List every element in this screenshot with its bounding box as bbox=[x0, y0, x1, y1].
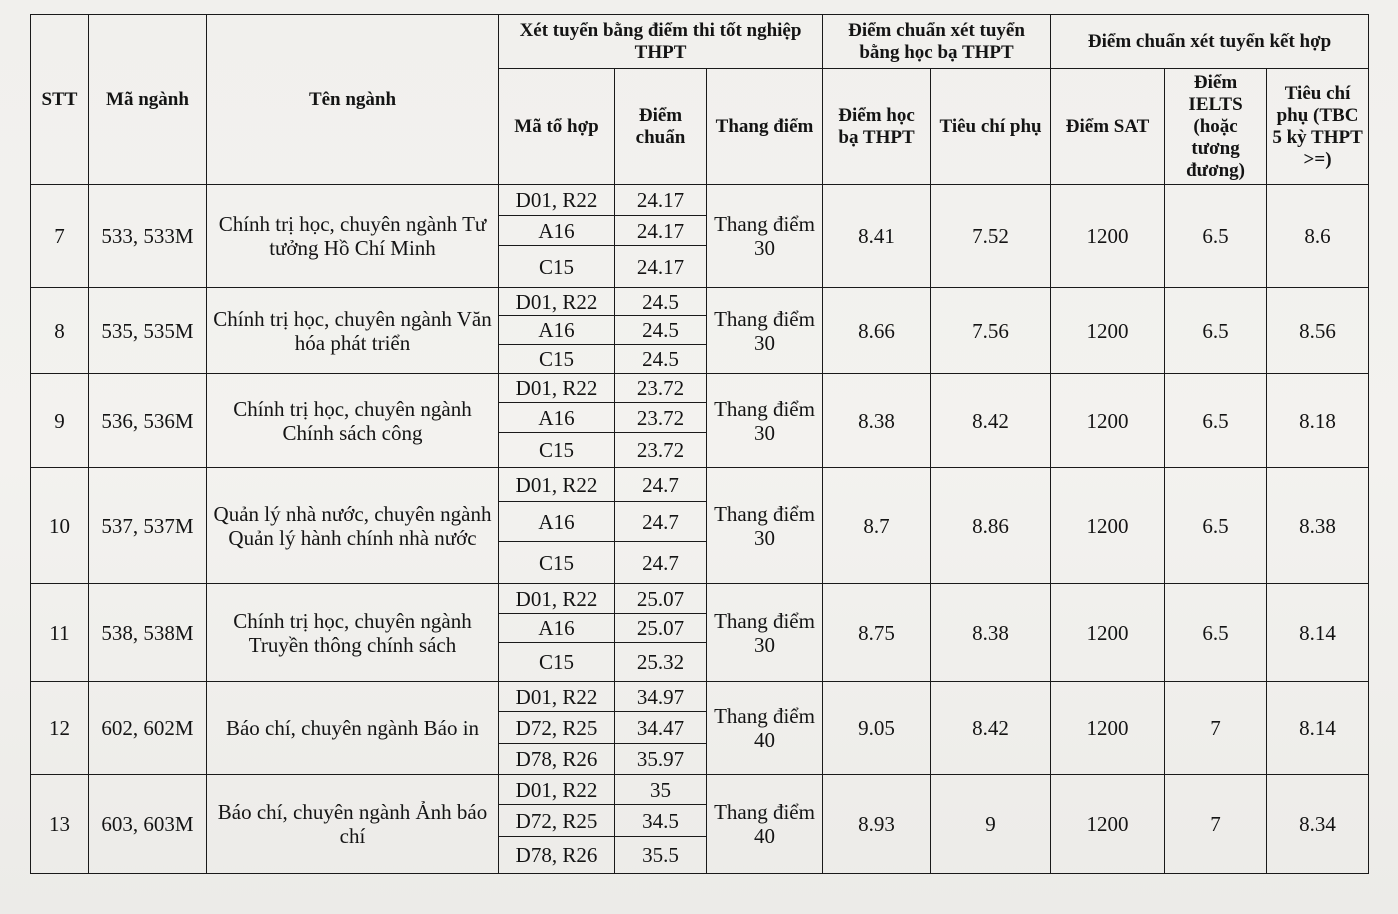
ma-to-hop-cell: A16 bbox=[499, 316, 615, 345]
thang-diem-cell: Thang điểm 40 bbox=[707, 682, 823, 775]
thang-diem-cell: Thang điểm 40 bbox=[707, 775, 823, 874]
ten-nganh-cell: Chính trị học, chuyên ngành Truyền thông chính sách bbox=[207, 584, 499, 682]
header-group-hoc-ba: Điểm chuẩn xét tuyển bằng học bạ THPT bbox=[823, 15, 1051, 69]
tieu-chi-phu-cell: 8.42 bbox=[931, 682, 1051, 775]
diem-ielts-cell: 6.5 bbox=[1165, 468, 1267, 584]
diem-ielts-cell: 6.5 bbox=[1165, 185, 1267, 288]
ma-to-hop-cell: D72, R25 bbox=[499, 712, 615, 744]
header-diem-chuan: Điểm chuẩn bbox=[615, 69, 707, 185]
table-row bbox=[31, 682, 1369, 712]
tieu-chi-phu-tbc-cell: 8.14 bbox=[1267, 682, 1369, 775]
ma-to-hop-cell: C15 bbox=[499, 643, 615, 682]
tieu-chi-phu-cell: 9 bbox=[931, 775, 1051, 874]
ma-to-hop-cell: D78, R26 bbox=[499, 744, 615, 775]
ma-to-hop-cell: D72, R25 bbox=[499, 805, 615, 837]
thang-diem-cell: Thang điểm 30 bbox=[707, 374, 823, 468]
diem-chuan-cell: 34.47 bbox=[615, 712, 707, 744]
tieu-chi-phu-cell: 7.52 bbox=[931, 185, 1051, 288]
ma-to-hop-cell: D01, R22 bbox=[499, 288, 615, 316]
diem-sat-cell: 1200 bbox=[1051, 682, 1165, 775]
stt-cell: 7 bbox=[31, 185, 89, 288]
diem-ielts-cell: 6.5 bbox=[1165, 584, 1267, 682]
table-body bbox=[31, 185, 1369, 874]
diem-sat-cell: 1200 bbox=[1051, 288, 1165, 374]
ten-nganh-cell: Chính trị học, chuyên ngành Tư tưởng Hồ Chí Minh bbox=[207, 185, 499, 288]
diem-sat-cell: 1200 bbox=[1051, 584, 1165, 682]
ten-nganh-cell: Chính trị học, chuyên ngành Văn hóa phát triển bbox=[207, 288, 499, 374]
ma-to-hop-cell: A16 bbox=[499, 614, 615, 643]
header-tieu-chi-phu: Tiêu chí phụ bbox=[931, 69, 1051, 185]
table-row bbox=[31, 584, 1369, 614]
diem-chuan-cell: 24.7 bbox=[615, 502, 707, 542]
ma-to-hop-cell: C15 bbox=[499, 433, 615, 468]
diem-ielts-cell: 7 bbox=[1165, 682, 1267, 775]
tieu-chi-phu-cell: 8.86 bbox=[931, 468, 1051, 584]
ma-nganh-cell: 538, 538M bbox=[89, 584, 207, 682]
tieu-chi-phu-cell: 8.38 bbox=[931, 584, 1051, 682]
ma-to-hop-cell: D01, R22 bbox=[499, 185, 615, 216]
diem-chuan-cell: 34.5 bbox=[615, 805, 707, 837]
ma-to-hop-cell: D01, R22 bbox=[499, 775, 615, 805]
tieu-chi-phu-cell: 7.56 bbox=[931, 288, 1051, 374]
diem-sat-cell: 1200 bbox=[1051, 374, 1165, 468]
diem-hoc-ba-cell: 8.7 bbox=[823, 468, 931, 584]
header-thang-diem: Thang điểm bbox=[707, 69, 823, 185]
ma-to-hop-cell: C15 bbox=[499, 542, 615, 584]
ma-to-hop-cell: C15 bbox=[499, 345, 615, 374]
ten-nganh-cell: Báo chí, chuyên ngành Ảnh báo chí bbox=[207, 775, 499, 874]
diem-chuan-cell: 34.97 bbox=[615, 682, 707, 712]
table-row bbox=[31, 288, 1369, 316]
tieu-chi-phu-tbc-cell: 8.38 bbox=[1267, 468, 1369, 584]
stt-cell: 12 bbox=[31, 682, 89, 775]
ma-nganh-cell: 603, 603M bbox=[89, 775, 207, 874]
tieu-chi-phu-tbc-cell: 8.34 bbox=[1267, 775, 1369, 874]
ma-nganh-cell: 602, 602M bbox=[89, 682, 207, 775]
header-tieu-chi-phu-tbc: Tiêu chí phụ (TBC 5 kỳ THPT >=) bbox=[1267, 69, 1369, 185]
header-diem-ielts: Điểm IELTS (hoặc tương đương) bbox=[1165, 69, 1267, 185]
diem-hoc-ba-cell: 8.75 bbox=[823, 584, 931, 682]
header-stt: STT bbox=[31, 15, 89, 185]
diem-chuan-cell: 25.07 bbox=[615, 614, 707, 643]
ma-to-hop-cell: D01, R22 bbox=[499, 682, 615, 712]
diem-chuan-cell: 24.5 bbox=[615, 288, 707, 316]
diem-ielts-cell: 6.5 bbox=[1165, 288, 1267, 374]
admission-score-table bbox=[30, 14, 1369, 874]
diem-hoc-ba-cell: 9.05 bbox=[823, 682, 931, 775]
stt-cell: 10 bbox=[31, 468, 89, 584]
header-group-thpt: Xét tuyển bằng điểm thi tốt nghiệp THPT bbox=[499, 15, 823, 69]
thang-diem-cell: Thang điểm 30 bbox=[707, 185, 823, 288]
header-group-ket-hop: Điểm chuẩn xét tuyển kết hợp bbox=[1051, 15, 1369, 69]
tieu-chi-phu-tbc-cell: 8.56 bbox=[1267, 288, 1369, 374]
header-ma-nganh: Mã ngành bbox=[89, 15, 207, 185]
diem-chuan-cell: 23.72 bbox=[615, 403, 707, 433]
ma-to-hop-cell: D01, R22 bbox=[499, 374, 615, 403]
diem-chuan-cell: 24.17 bbox=[615, 246, 707, 288]
stt-cell: 11 bbox=[31, 584, 89, 682]
ma-to-hop-cell: A16 bbox=[499, 403, 615, 433]
tieu-chi-phu-tbc-cell: 8.6 bbox=[1267, 185, 1369, 288]
tieu-chi-phu-tbc-cell: 8.14 bbox=[1267, 584, 1369, 682]
stt-cell: 8 bbox=[31, 288, 89, 374]
thang-diem-cell: Thang điểm 30 bbox=[707, 584, 823, 682]
ma-to-hop-cell: A16 bbox=[499, 216, 615, 246]
ma-to-hop-cell: C15 bbox=[499, 246, 615, 288]
ma-to-hop-cell: A16 bbox=[499, 502, 615, 542]
header-ten-nganh: Tên ngành bbox=[207, 15, 499, 185]
header-diem-hoc-ba: Điểm học bạ THPT bbox=[823, 69, 931, 185]
header-ma-to-hop: Mã tổ hợp bbox=[499, 69, 615, 185]
diem-hoc-ba-cell: 8.38 bbox=[823, 374, 931, 468]
diem-chuan-cell: 35.97 bbox=[615, 744, 707, 775]
ma-nganh-cell: 535, 535M bbox=[89, 288, 207, 374]
diem-hoc-ba-cell: 8.66 bbox=[823, 288, 931, 374]
tieu-chi-phu-tbc-cell: 8.18 bbox=[1267, 374, 1369, 468]
ma-to-hop-cell: D01, R22 bbox=[499, 584, 615, 614]
diem-chuan-cell: 25.32 bbox=[615, 643, 707, 682]
ten-nganh-cell: Quản lý nhà nước, chuyên ngành Quản lý hành chính nhà nước bbox=[207, 468, 499, 584]
ten-nganh-cell: Chính trị học, chuyên ngành Chính sách công bbox=[207, 374, 499, 468]
diem-chuan-cell: 24.5 bbox=[615, 316, 707, 345]
stt-cell: 13 bbox=[31, 775, 89, 874]
diem-chuan-cell: 24.7 bbox=[615, 468, 707, 502]
diem-chuan-cell: 24.5 bbox=[615, 345, 707, 374]
table-row bbox=[31, 468, 1369, 502]
diem-hoc-ba-cell: 8.93 bbox=[823, 775, 931, 874]
diem-chuan-cell: 24.17 bbox=[615, 216, 707, 246]
header-diem-sat: Điểm SAT bbox=[1051, 69, 1165, 185]
diem-chuan-cell: 25.07 bbox=[615, 584, 707, 614]
table-row bbox=[31, 185, 1369, 216]
ma-nganh-cell: 533, 533M bbox=[89, 185, 207, 288]
diem-chuan-cell: 24.17 bbox=[615, 185, 707, 216]
table-row bbox=[31, 374, 1369, 403]
ma-to-hop-cell: D78, R26 bbox=[499, 837, 615, 874]
ma-to-hop-cell: D01, R22 bbox=[499, 468, 615, 502]
diem-chuan-cell: 23.72 bbox=[615, 374, 707, 403]
tieu-chi-phu-cell: 8.42 bbox=[931, 374, 1051, 468]
diem-sat-cell: 1200 bbox=[1051, 185, 1165, 288]
diem-chuan-cell: 35 bbox=[615, 775, 707, 805]
diem-chuan-cell: 24.7 bbox=[615, 542, 707, 584]
ten-nganh-cell: Báo chí, chuyên ngành Báo in bbox=[207, 682, 499, 775]
table-header bbox=[31, 15, 1369, 185]
diem-chuan-cell: 35.5 bbox=[615, 837, 707, 874]
diem-ielts-cell: 7 bbox=[1165, 775, 1267, 874]
thang-diem-cell: Thang điểm 30 bbox=[707, 468, 823, 584]
diem-hoc-ba-cell: 8.41 bbox=[823, 185, 931, 288]
thang-diem-cell: Thang điểm 30 bbox=[707, 288, 823, 374]
diem-ielts-cell: 6.5 bbox=[1165, 374, 1267, 468]
diem-sat-cell: 1200 bbox=[1051, 775, 1165, 874]
ma-nganh-cell: 537, 537M bbox=[89, 468, 207, 584]
stt-cell: 9 bbox=[31, 374, 89, 468]
diem-sat-cell: 1200 bbox=[1051, 468, 1165, 584]
diem-chuan-cell: 23.72 bbox=[615, 433, 707, 468]
ma-nganh-cell: 536, 536M bbox=[89, 374, 207, 468]
table-row bbox=[31, 775, 1369, 805]
